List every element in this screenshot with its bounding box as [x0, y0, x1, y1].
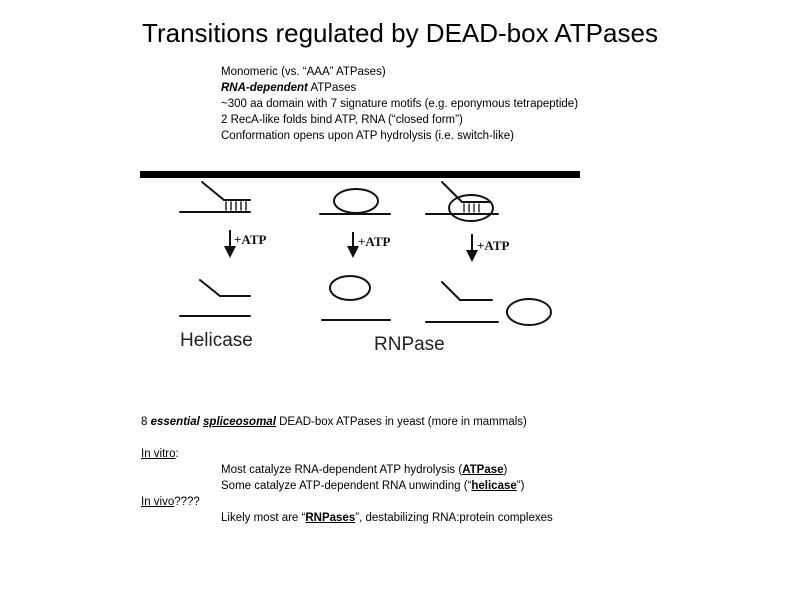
rnpase-complex-before: [320, 189, 390, 214]
atpase-term: ATPase: [462, 464, 504, 476]
bullet-reca: 2 RecA-like folds bind ATP, RNA (“closed form”): [221, 114, 463, 126]
essential-line: 8 essential spliceosomal DEAD-box ATPases in yeast (more in mammals): [141, 416, 527, 428]
atp-label-3: +ATP: [477, 238, 510, 253]
in-vitro-helicase-line: Some catalyze ATP-dependent RNA unwinding (“helicase”): [221, 480, 525, 492]
helicase-label: Helicase: [180, 330, 253, 351]
rnpase-after: [322, 276, 390, 320]
bullet-domain: ~300 aa domain with 7 signature motifs (e.g. eponymous tetrapeptide): [221, 98, 579, 110]
in-vitro-heading: In vitro:: [141, 448, 179, 460]
rnpases-term: RNPases: [305, 512, 356, 524]
bullet-conformation: Conformation opens upon ATP hydrolysis (i.e. switch-like): [221, 130, 514, 142]
spliceosomal-word: spliceosomal: [203, 416, 276, 428]
combined-after: [426, 282, 551, 325]
helicase-after: [180, 280, 250, 316]
bullet-rna-dependent: RNA-dependent ATPases: [221, 82, 357, 94]
essential-word: essential: [150, 416, 200, 428]
helicase-duplex-before: [180, 182, 250, 212]
in-vivo-heading: In vivo????: [141, 496, 200, 508]
atp-label-2: +ATP: [358, 234, 391, 249]
bullet-monomeric: Monomeric (vs. “AAA” ATPases): [221, 66, 386, 78]
atp-label-1: +ATP: [234, 232, 267, 247]
helicase-term: helicase: [471, 480, 517, 492]
rna-dependent-emphasis: RNA-dependent: [221, 82, 308, 94]
rnpase-label: RNPase: [374, 334, 445, 355]
in-vitro-atpase-line: Most catalyze RNA-dependent ATP hydrolysis (ATPase): [221, 464, 508, 476]
dead-box-diagram: [138, 168, 578, 368]
combined-complex-before: [426, 182, 498, 221]
in-vivo-rnpase-line: Likely most are “RNPases”, destabilizing RNA:protein complexes: [221, 512, 553, 524]
slide-title: Transitions regulated by DEAD-box ATPases: [142, 18, 658, 48]
